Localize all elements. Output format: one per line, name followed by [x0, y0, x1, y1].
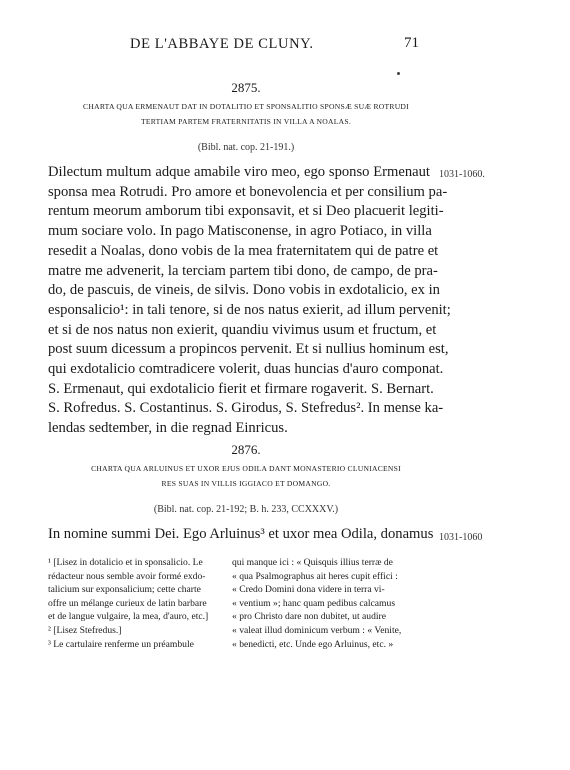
charter-number: 2876.	[231, 442, 261, 457]
charter-text	[48, 163, 451, 439]
text-line: lendas sedtember, in die regnad Einricus.	[48, 420, 288, 437]
footnote-line: rédacteur nous semble avoir formé exdo-	[48, 570, 206, 582]
text-line: et si de nos natus non exierit, quandiu vivimus usum et fructum, et	[48, 321, 437, 338]
charter-source: (Bibl. nat. cop. 21-191.)	[197, 142, 295, 153]
margin-date: 1031-1060.	[439, 169, 485, 180]
footnote-line: et de langue vulgaire, la mea, d'auro, etc.]	[48, 611, 209, 623]
stray-mark	[397, 72, 400, 75]
charter-title-line: CHARTA QUA ERMENAUT DAT IN DOTALITIO ET SPONSALITIO SPONSÆ SUÆ ROTRUDI	[83, 102, 409, 111]
charter-title-line: TERTIAM PARTEM FRATERNITATIS IN VILLA A NOALAS.	[141, 117, 351, 126]
footnotes-left	[48, 556, 228, 651]
text-line: esponsalicio¹: in tali tenore, si de nos natus exierit, ad illum pervenit;	[48, 301, 451, 318]
footnote-line: « qua Psalmographus ait heres cupit effici :	[232, 570, 398, 582]
text-line: S. Rofredus. S. Costantinus. S. Girodus, S. Stefredus². In mense ka-	[48, 400, 444, 417]
text-line: post suum dicessum a propincos pervenit. Et si nullius hominum est,	[48, 341, 449, 358]
text-line: sponsa mea Rotrudi. Pro amore et bonevolencia et per consilium pa-	[48, 183, 448, 200]
footnote-line: « benedicti, etc. Unde ego Arluinus, etc. »	[232, 638, 394, 650]
text-line: In nomine summi Dei. Ego Arluinus³ et uxor mea Odila, donamus	[48, 526, 434, 542]
page-number: 71	[404, 35, 419, 51]
footnote-line: « pro Christo dare non dubitet, ut audire	[232, 611, 387, 623]
footnotes-right	[232, 556, 432, 651]
footnote-line: ² [Lisez Stefredus.]	[48, 624, 122, 636]
charter-text	[48, 525, 434, 545]
running-head: DE L'ABBAYE DE CLUNY.	[130, 36, 314, 52]
footnote-line: talicium sur exponsalicium; cette charte	[48, 584, 201, 596]
charter-title	[11, 99, 481, 129]
charter-title	[11, 461, 481, 491]
footnote-line: offre un mélange curieux de latin barbare	[48, 597, 207, 609]
footnote-line: ³ Le cartulaire renferme un préambule	[48, 638, 194, 650]
charter-title-line: RES SUAS IN VILLIS IGGIACO ET DOMANGO.	[161, 479, 331, 488]
charter-title-line: CHARTA QUA ARLUINUS ET UXOR EJUS ODILA DANT MONASTERIO CLUNIACENSI	[91, 464, 401, 473]
text-line: matre me advenerit, la terciam partem tibi dono, de campo, de pra-	[48, 262, 438, 279]
text-line: mum sociare volo. In pago Matisconense, in agro Potiaco, in villa	[48, 223, 432, 240]
margin-date: 1031-1060	[439, 532, 483, 543]
footnote-line: qui manque ici : « Quisquis illius terræ de	[232, 557, 393, 568]
text-line: do, de pascuis, de vineis, de silvis. Dono vobis in exdotalicio, ex in	[48, 282, 440, 299]
charter-number: 2875.	[231, 80, 261, 95]
footnote-line: « ventium »; hanc quam pedibus calcamus	[232, 597, 396, 609]
text-line: Dilectum multum adque amabile viro meo, ego sponso Ermenaut	[48, 164, 430, 180]
text-line: resedit a Noalas, dono vobis de la mea fraternitatem qui de patre et	[48, 242, 439, 259]
footnote-line: ¹ [Lisez in dotalicio et in sponsalicio. Le	[48, 557, 203, 568]
text-line: rentum meorum amborum tibi exponsavit, et si Deo placuerit legiti-	[48, 203, 444, 220]
charter-source: (Bibl. nat. cop. 21-192; B. h. 233, CCXXXV.)	[153, 504, 339, 515]
text-line: qui exdotalicio comtradicere volerit, duas huncias d'auro componat.	[48, 361, 444, 378]
footnote-line: « valeat illud dominicum verbum : « Venite,	[232, 624, 402, 636]
text-line: S. Ermenaut, qui exdotalicio fierit et firmare rogaverit. S. Bernart.	[48, 380, 434, 397]
footnote-line: « Credo Domini dona videre in terra vi-	[232, 584, 385, 596]
